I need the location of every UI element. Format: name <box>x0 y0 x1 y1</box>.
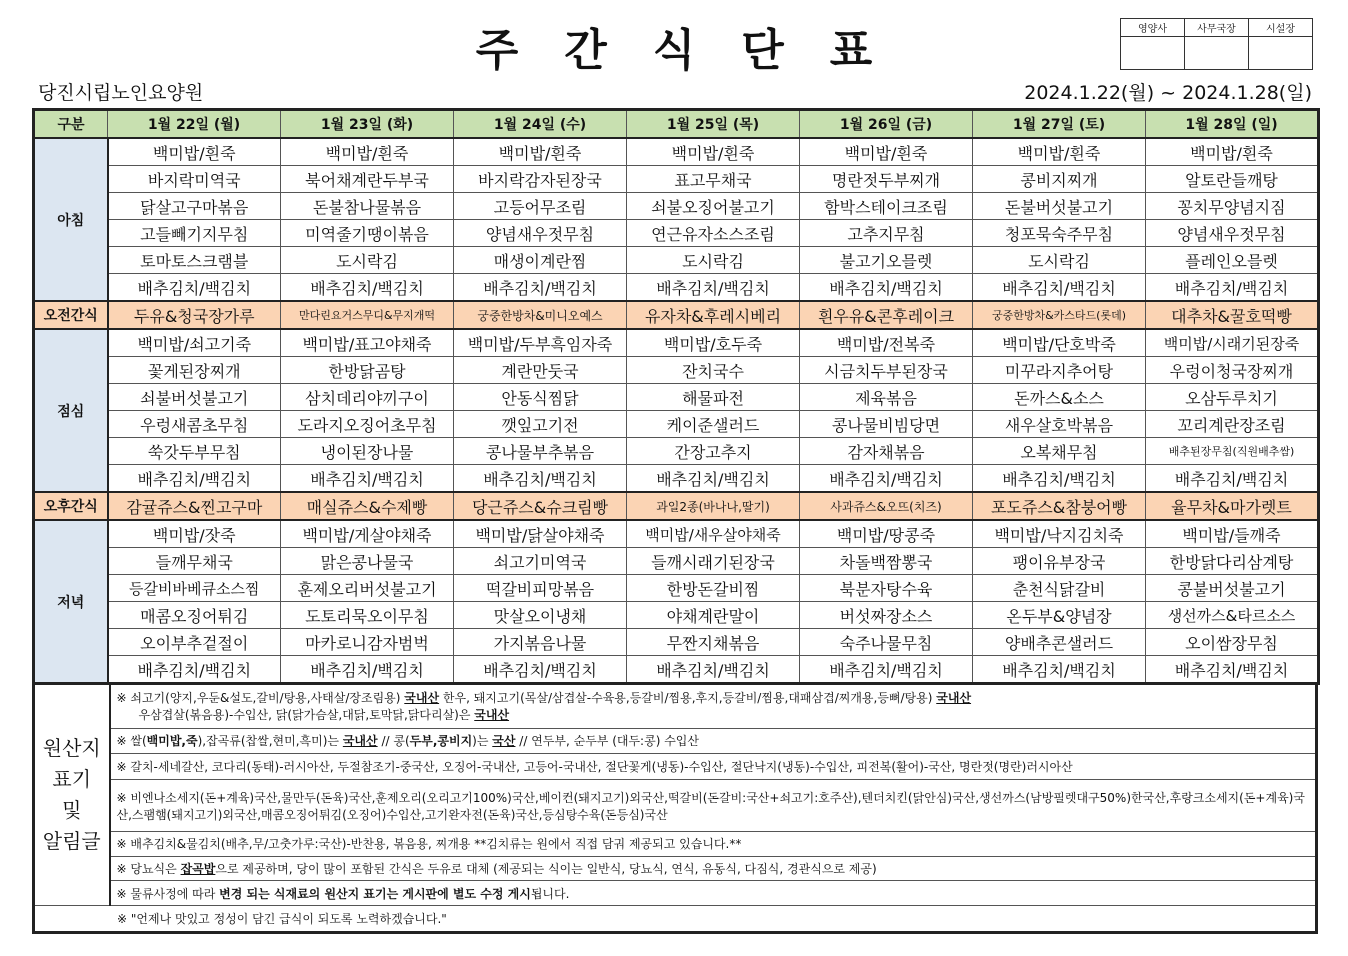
note-text: ※ 물류사정에 따라 <box>116 886 216 901</box>
note-emphasis: 백미밥,죽 <box>146 734 198 749</box>
breakfast-row <box>34 247 1319 274</box>
note-text: 으로 제공하며, 당이 많이 포함된 간식은 두유로 대체 (제공되는 식이는 일반식, 당뇨식, 연식, 유동식, 다짐식, 경관식으로 제공) <box>215 862 877 877</box>
dinner-row <box>34 602 1319 629</box>
note-text: 한우, 돼지고기(목살/삼겹살-수육용,등갈비/찜용,후지,등갈비/찜용,대패삼겹/찌개용,등뼈/탕용) <box>442 691 933 706</box>
menu-item: 바지락미역국 <box>108 166 281 193</box>
menu-item: 도시락김 <box>627 247 800 274</box>
menu-item: 불고기오믈렛 <box>800 247 973 274</box>
menu-item: 오이쌈장무침 <box>1146 629 1319 656</box>
menu-item: 마카로니감자범벅 <box>281 629 454 656</box>
menu-item: 감자채볶음 <box>800 438 973 465</box>
lunch-row <box>34 438 1319 465</box>
origin-seafood-note: ※ 갈치-세네갈산, 코다리(동태)-러시아산, 두절참조기-중국산, 오징어-국내산, 고등어-국내산, 절단꽃게(냉동)-수입산, 절단낙지(냉동)-수입산, 피전복(활어)-국산, 명란젓(명란)러시아산 <box>110 753 1317 780</box>
note-emphasis: 국내산 <box>404 691 440 706</box>
note-emphasis: 변경 되는 식재료의 원산지 표기는 게시판에 별도 수정 게시 <box>219 886 531 901</box>
menu-item: 해물파전 <box>627 384 800 411</box>
menu-item: 토마토스크램블 <box>108 247 281 274</box>
menu-item: 백미밥/들깨죽 <box>1146 520 1319 548</box>
menu-item: 고등어무조림 <box>454 193 627 220</box>
side-line: 및 <box>62 798 82 823</box>
menu-item: 새우살호박볶음 <box>973 411 1146 438</box>
approval-sign-cell <box>1249 37 1313 70</box>
dinner-row <box>34 520 1319 548</box>
table-header-row <box>34 110 1319 139</box>
snack-item: 당근쥬스&슈크림빵 <box>454 492 627 520</box>
corner-label: 구분 <box>34 110 108 139</box>
menu-item: 들깨시래기된장국 <box>627 548 800 575</box>
menu-item: 팽이유부장국 <box>973 548 1146 575</box>
day-header: 1월 24일 (수) <box>454 110 627 139</box>
menu-item: 도토리묵오이무침 <box>281 602 454 629</box>
menu-item: 우렁새콤초무침 <box>108 411 281 438</box>
menu-item: 콩불버섯불고기 <box>1146 575 1319 602</box>
menu-item: 잔치국수 <box>627 357 800 384</box>
snack-item: 궁중한방차&미니오예스 <box>454 301 627 329</box>
menu-item: 백미밥/땅콩죽 <box>800 520 973 548</box>
note-emphasis: 국산 <box>492 734 516 749</box>
lunch-label: 점심 <box>34 329 108 492</box>
breakfast-row <box>34 220 1319 247</box>
note-emphasis: 잡곡밥 <box>180 862 216 877</box>
menu-item: 배추김치/백김치 <box>108 656 281 684</box>
weekly-menu-table <box>32 108 1320 685</box>
menu-item: 콩나물부추볶음 <box>454 438 627 465</box>
snack-item: 감귤쥬스&찐고구마 <box>108 492 281 520</box>
am-snack-label: 오전간식 <box>34 301 108 329</box>
menu-item: 한방닭다리삼계탕 <box>1146 548 1319 575</box>
menu-item: 가지볶음나물 <box>454 629 627 656</box>
snack-item: 과일2종(바나나,딸기) <box>627 492 800 520</box>
menu-item: 쇠불오징어불고기 <box>627 193 800 220</box>
menu-item: 배추김치/백김치 <box>108 465 281 493</box>
menu-item: 돈까스&소스 <box>973 384 1146 411</box>
menu-item: 백미밥/두부흑임자죽 <box>454 329 627 357</box>
menu-item: 매콤오징어튀김 <box>108 602 281 629</box>
pm-snack-row <box>34 492 1319 520</box>
lunch-row <box>34 465 1319 493</box>
menu-item: 버섯짜장소스 <box>800 602 973 629</box>
day-header: 1월 28일 (일) <box>1146 110 1319 139</box>
menu-item: 배추김치/백김치 <box>454 465 627 493</box>
menu-item: 냉이된장나물 <box>281 438 454 465</box>
note-emphasis: 두부,콩비지 <box>409 734 473 749</box>
note-text: ※ 쇠고기(양지,우둔&설도,갈비/탕용,사태살/장조림용) <box>116 691 401 706</box>
menu-item: 양념새우젓무침 <box>454 220 627 247</box>
menu-item: 백미밥/호두죽 <box>627 329 800 357</box>
dinner-row <box>34 548 1319 575</box>
day-header: 1월 23일 (화) <box>281 110 454 139</box>
menu-item: 양념새우젓무침 <box>1146 220 1319 247</box>
menu-item: 미꾸라지추어탕 <box>973 357 1146 384</box>
menu-item: 맛살오이냉채 <box>454 602 627 629</box>
approval-sign-cell <box>1121 37 1185 70</box>
day-header: 1월 27일 (토) <box>973 110 1146 139</box>
diabetic-diet-note <box>110 856 1317 881</box>
menu-item: 배추김치/백김치 <box>800 656 973 684</box>
menu-item: 숙주나물무침 <box>800 629 973 656</box>
menu-item: 양배추콘샐러드 <box>973 629 1146 656</box>
menu-item: 등갈비바베큐소스찜 <box>108 575 281 602</box>
menu-item: 배추김치/백김치 <box>627 656 800 684</box>
menu-item: 백미밥/새우살야채죽 <box>627 520 800 548</box>
note-text: // 연두부, 순두부 (대두:콩) 수입산 <box>519 734 699 749</box>
side-line: 알림글 <box>42 829 101 854</box>
note-emphasis: 국내산 <box>936 691 972 706</box>
menu-item: 깻잎고기전 <box>454 411 627 438</box>
dinner-row <box>34 575 1319 602</box>
menu-item: 백미밥/낙지김치죽 <box>973 520 1146 548</box>
menu-item: 백미밥/닭살야채죽 <box>454 520 627 548</box>
menu-item: 백미밥/단호박죽 <box>973 329 1146 357</box>
note-emphasis: 국내산 <box>342 734 378 749</box>
approval-box <box>1120 18 1313 70</box>
menu-item: 연근유자소스조림 <box>627 220 800 247</box>
menu-item: 배추김치/백김치 <box>108 274 281 302</box>
origin-kimchi-note: ※ 배추김치&물김치(배추,무/고춧가루:국산)-반찬용, 볶음용, 찌개용 **김치류는 원에서 직접 담궈 제공되고 있습니다.** <box>110 832 1317 857</box>
note-text: )는 <box>472 734 489 749</box>
menu-item: 도시락김 <box>973 247 1146 274</box>
snack-item: 흰우유&콘후레이크 <box>800 301 973 329</box>
menu-item: 제육볶음 <box>800 384 973 411</box>
menu-item: 청포묵숙주무침 <box>973 220 1146 247</box>
menu-item: 명란젓두부찌개 <box>800 166 973 193</box>
origin-grain-note <box>110 728 1317 753</box>
menu-item: 배추김치/백김치 <box>281 274 454 302</box>
menu-item: 북분자탕수육 <box>800 575 973 602</box>
menu-item: 백미밥/흰죽 <box>281 138 454 166</box>
menu-item: 플레인오믈렛 <box>1146 247 1319 274</box>
origin-processed-note: ※ 비엔나소세지(돈+계육)국산,물만두(돈육)국산,훈제오리(오리고기100%)국산,베이컨(돼지고기)외국산,떡갈비(돈갈비:국산+쇠고기:호주산),텐더치킨(닭안심)국산,생선까스(남방필렛대구50%)한국산,후랑크소세지(돈+계육)국산,스팸햄(돼지고기)외국산,매콤오징어튀김(오징어)수입산,고기완자전(돈육)국산,등심탕수육(돈등심)국산 <box>110 780 1317 832</box>
menu-item: 백미밥/표고야채죽 <box>281 329 454 357</box>
note-emphasis: 국내산 <box>474 708 510 723</box>
menu-item: 쑥갓두부무침 <box>108 438 281 465</box>
menu-item: 케이준샐러드 <box>627 411 800 438</box>
approval-director: 시설장 <box>1249 19 1313 37</box>
menu-item: 온두부&양념장 <box>973 602 1146 629</box>
breakfast-label: 아침 <box>34 138 108 301</box>
menu-item: 백미밥/시래기된장죽 <box>1146 329 1319 357</box>
snack-item: 율무차&마가렛트 <box>1146 492 1319 520</box>
breakfast-row <box>34 193 1319 220</box>
menu-item: 한방닭곰탕 <box>281 357 454 384</box>
menu-item: 미역줄기땡이볶음 <box>281 220 454 247</box>
dinner-label: 저녁 <box>34 520 108 684</box>
menu-item: 배추김치/백김치 <box>800 274 973 302</box>
note-text: // 콩( <box>381 734 410 749</box>
menu-item: 떡갈비피망볶음 <box>454 575 627 602</box>
snack-item: 유자차&후레시베리 <box>627 301 800 329</box>
origin-side-label <box>34 684 110 906</box>
menu-item: 배추김치/백김치 <box>1146 465 1319 493</box>
menu-item: 배추김치/백김치 <box>627 465 800 493</box>
side-line: 표기 <box>52 767 92 792</box>
menu-item: 꽁치무양념지짐 <box>1146 193 1319 220</box>
menu-item: 백미밥/흰죽 <box>1146 138 1319 166</box>
day-header: 1월 25일 (목) <box>627 110 800 139</box>
menu-item: 생선까스&타르소스 <box>1146 602 1319 629</box>
menu-item: 도라지오징어초무침 <box>281 411 454 438</box>
snack-item: 대추차&꿀호떡빵 <box>1146 301 1319 329</box>
approval-nutritionist: 영양사 <box>1121 19 1185 37</box>
snack-item: 사과쥬스&오뜨(치즈) <box>800 492 973 520</box>
snack-item: 두유&청국장가루 <box>108 301 281 329</box>
menu-item: 쇠불버섯불고기 <box>108 384 281 411</box>
menu-item: 오삼두루치기 <box>1146 384 1319 411</box>
menu-item: 배추김치/백김치 <box>454 656 627 684</box>
menu-item: 고들빼기지무침 <box>108 220 281 247</box>
breakfast-row <box>34 138 1319 166</box>
menu-item: 알토란들깨탕 <box>1146 166 1319 193</box>
lunch-row <box>34 357 1319 384</box>
origin-meat-note <box>110 684 1317 729</box>
menu-item: 배추김치/백김치 <box>973 274 1146 302</box>
menu-item: 콩비지찌개 <box>973 166 1146 193</box>
menu-item: 백미밥/흰죽 <box>973 138 1146 166</box>
day-header: 1월 22일 (월) <box>108 110 281 139</box>
menu-item: 백미밥/흰죽 <box>627 138 800 166</box>
dinner-row <box>34 629 1319 656</box>
note-text: 우삼겹살(볶음용)-수입산, 닭(닭가슴살,대닭,토막닭,닭다리살)은 <box>138 708 471 723</box>
menu-item: 안동식찜닭 <box>454 384 627 411</box>
menu-item: 북어채계란두부국 <box>281 166 454 193</box>
dinner-row <box>34 656 1319 684</box>
menu-item: 쇠고기미역국 <box>454 548 627 575</box>
menu-item: 훈제오리버섯불고기 <box>281 575 454 602</box>
menu-item: 백미밥/흰죽 <box>800 138 973 166</box>
menu-item: 백미밥/잣죽 <box>108 520 281 548</box>
menu-item: 맑은콩나물국 <box>281 548 454 575</box>
menu-item: 닭살고구마볶음 <box>108 193 281 220</box>
menu-item: 한방돈갈비찜 <box>627 575 800 602</box>
approval-sign-cell <box>1185 37 1249 70</box>
menu-item: 배추김치/백김치 <box>281 656 454 684</box>
menu-item: 배추김치/백김치 <box>454 274 627 302</box>
menu-item: 백미밥/흰죽 <box>454 138 627 166</box>
menu-item: 바지락감자된장국 <box>454 166 627 193</box>
day-header: 1월 26일 (금) <box>800 110 973 139</box>
lunch-row <box>34 329 1319 357</box>
menu-item: 계란만둣국 <box>454 357 627 384</box>
lunch-row <box>34 411 1319 438</box>
menu-item: 배추김치/백김치 <box>800 465 973 493</box>
menu-item: 오복채무침 <box>973 438 1146 465</box>
menu-item: 백미밥/전복죽 <box>800 329 973 357</box>
menu-item: 배추김치/백김치 <box>973 656 1146 684</box>
page-title: 주간식단표 <box>475 25 919 76</box>
approval-office-manager: 사무국장 <box>1185 19 1249 37</box>
pm-snack-label: 오후간식 <box>34 492 108 520</box>
menu-item: 무짠지채볶음 <box>627 629 800 656</box>
menu-item: 콩나물비빔당면 <box>800 411 973 438</box>
menu-item: 배추김치/백김치 <box>1146 656 1319 684</box>
menu-item: 춘천식닭갈비 <box>973 575 1146 602</box>
menu-item: 야채계란말이 <box>627 602 800 629</box>
menu-item: 들깨무채국 <box>108 548 281 575</box>
snack-item: 매실쥬스&수제빵 <box>281 492 454 520</box>
menu-item: 백미밥/쇠고기죽 <box>108 329 281 357</box>
am-snack-row <box>34 301 1319 329</box>
closing-message: ※ "언제나 맛있고 정성이 담긴 급식이 되도록 노력하겠습니다." <box>34 906 1317 933</box>
menu-item: 돈불버섯불고기 <box>973 193 1146 220</box>
origin-notice-table <box>32 682 1318 934</box>
menu-item: 매생이계란찜 <box>454 247 627 274</box>
menu-item: 우렁이청국장찌개 <box>1146 357 1319 384</box>
menu-item: 꼬리계란장조림 <box>1146 411 1319 438</box>
menu-item: 백미밥/게살야채죽 <box>281 520 454 548</box>
snack-item: 만다린요거스무디&무지개떡 <box>281 301 454 329</box>
menu-item: 꽃게된장찌개 <box>108 357 281 384</box>
menu-item: 삼치데리야끼구이 <box>281 384 454 411</box>
breakfast-row <box>34 274 1319 302</box>
lunch-row <box>34 384 1319 411</box>
menu-item: 간장고추지 <box>627 438 800 465</box>
menu-item: 함박스테이크조림 <box>800 193 973 220</box>
menu-item: 배추김치/백김치 <box>1146 274 1319 302</box>
snack-item: 포도쥬스&참붕어빵 <box>973 492 1146 520</box>
menu-item: 돈불참나물볶음 <box>281 193 454 220</box>
menu-item: 배추된장무침(직원배추쌈) <box>1146 438 1319 465</box>
menu-item: 고추지무침 <box>800 220 973 247</box>
date-range: 2024.1.22(월) ~ 2024.1.28(일) <box>1024 82 1312 104</box>
menu-item: 차돌백짬뽕국 <box>800 548 973 575</box>
breakfast-row <box>34 166 1319 193</box>
menu-item: 배추김치/백김치 <box>627 274 800 302</box>
note-text: ),잡곡류(찹쌀,현미,흑미)는 <box>197 734 340 749</box>
note-text: 됩니다. <box>530 886 570 901</box>
menu-item: 백미밥/흰죽 <box>108 138 281 166</box>
supply-change-note <box>110 881 1317 906</box>
menu-item: 도시락김 <box>281 247 454 274</box>
side-line: 원산지 <box>42 736 101 761</box>
note-text: ※ 당뇨식은 <box>116 862 177 877</box>
menu-item: 오이부추겉절이 <box>108 629 281 656</box>
menu-item: 배추김치/백김치 <box>281 465 454 493</box>
menu-item: 시금치두부된장국 <box>800 357 973 384</box>
menu-item: 배추김치/백김치 <box>973 465 1146 493</box>
snack-item: 궁중한방차&카스타드(롯데) <box>973 301 1146 329</box>
note-text: ※ 쌀( <box>116 734 147 749</box>
menu-item: 표고무채국 <box>627 166 800 193</box>
facility-name: 당진시립노인요양원 <box>38 82 204 104</box>
